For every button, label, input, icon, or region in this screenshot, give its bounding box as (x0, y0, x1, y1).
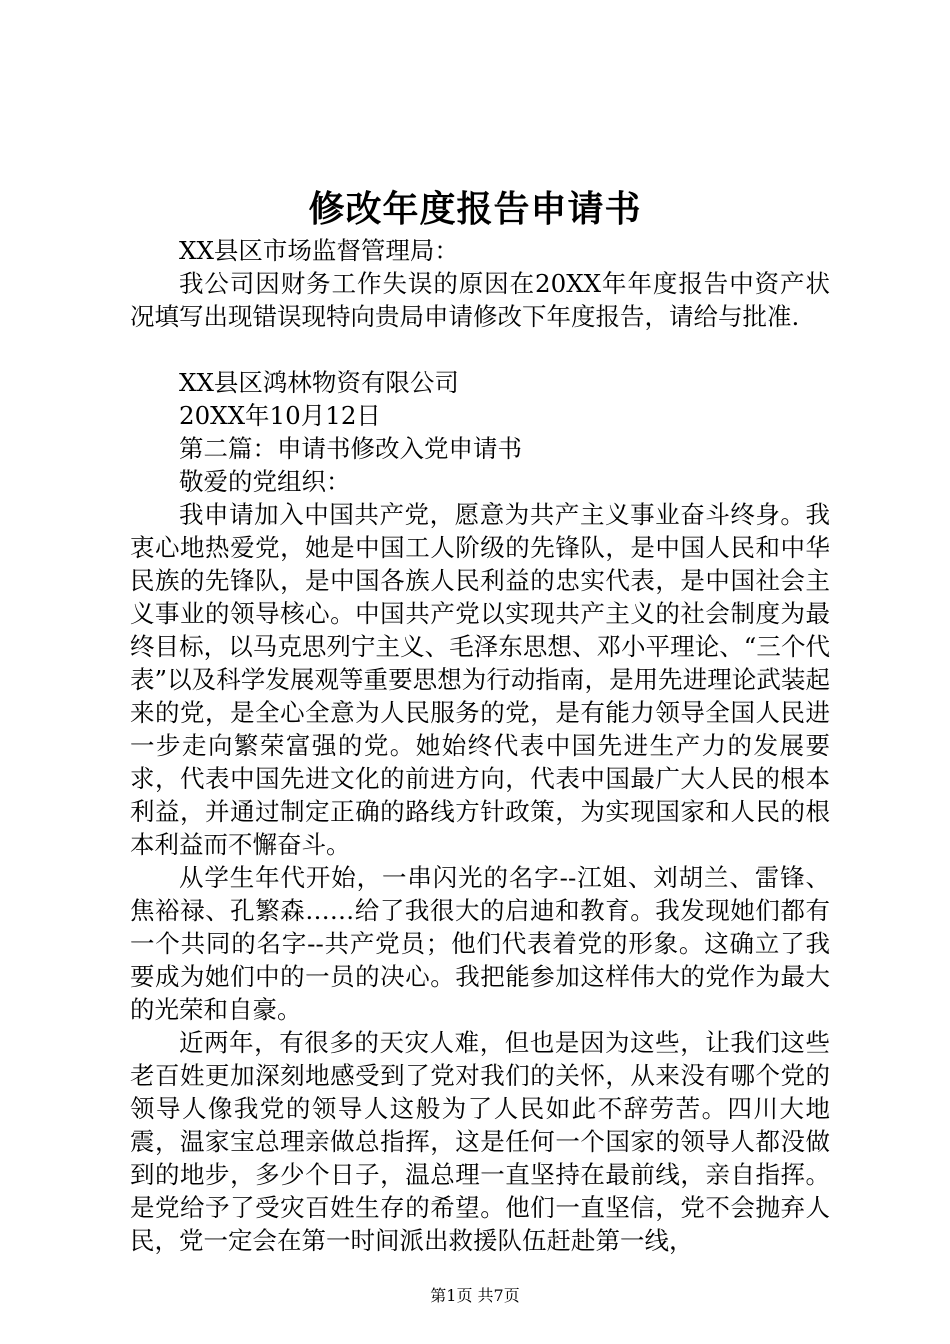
request-paragraph: 我公司因财务工作失误的原因在20XX年年度报告中资产状况填写出现错误现特向贵局申请修改下年度报告，请给与批准. (130, 269, 830, 331)
document-body (130, 234, 830, 1257)
page-footer: 第1页 共7页 (430, 1286, 520, 1305)
signature-date: 20XX年10月12日 (179, 401, 381, 430)
company-signature: XX县区鸿林物资有限公司 (179, 368, 459, 397)
salutation: XX县区市场监督管理局： (179, 236, 459, 265)
greeting: 敬爱的党组织： (179, 467, 351, 496)
body-paragraph: 我申请加入中国共产党，愿意为共产主义事业奋斗终身。我衷心地热爱党，她是中国工人阶级的先锋队，是中国人民和中华民族的先锋队，是中国各族人民利益的忠实代表，是中国社会主义事业的领导核心。中国共产党以实现共产主义的社会制度为最终目标，以马克思列宁主义、毛泽东思想、邓小平理论、“三个代表”以及科学发展观等重要思想为行动指南，是用先进理论武装起来的党，是全心全意为人民服务的党，是有能力领导全国人民进一步走向繁荣富强的党。她始终代表中国先进生产力的发展要求，代表中国先进文化的前进方向，代表中国最广大人民的根本利益，并通过制定正确的路线方针政策，为实现国家和人民的根本利益而不懈奋斗。 (130, 500, 830, 859)
body-paragraph: 从学生年代开始，一串闪光的名字--江姐、刘胡兰、雷锋、焦裕禄、孔繁森……给了我很大的启迪和教育。我发现她们都有一个共同的名字--共产党员；他们代表着党的形象。这确立了我要成为她们中的一员的决心。我把能参加这样伟大的党作为最大的光荣和自豪。 (130, 863, 830, 1024)
section-heading: 第二篇：申请书修改入党申请书 (179, 434, 522, 463)
document-title: 修改年度报告申请书 (308, 188, 642, 230)
blank-line (130, 333, 830, 366)
body-paragraph: 近两年，有很多的天灾人难，但也是因为这些，让我们这些老百姓更加深刻地感受到了党对我们的关怀，从来没有哪个党的领导人像我党的领导人这般为了人民如此不辞劳苦。四川大地震，温家宝总理亲做总指挥，这是任何一个国家的领导人都没做到的地步，多少个日子，温总理一直坚持在最前线，亲自指挥。是党给予了受灾百姓生存的希望。他们一直坚信，党不会抛弃人民，党一定会在第一时间派出救援队伍赶赴第一线， (130, 1028, 830, 1255)
